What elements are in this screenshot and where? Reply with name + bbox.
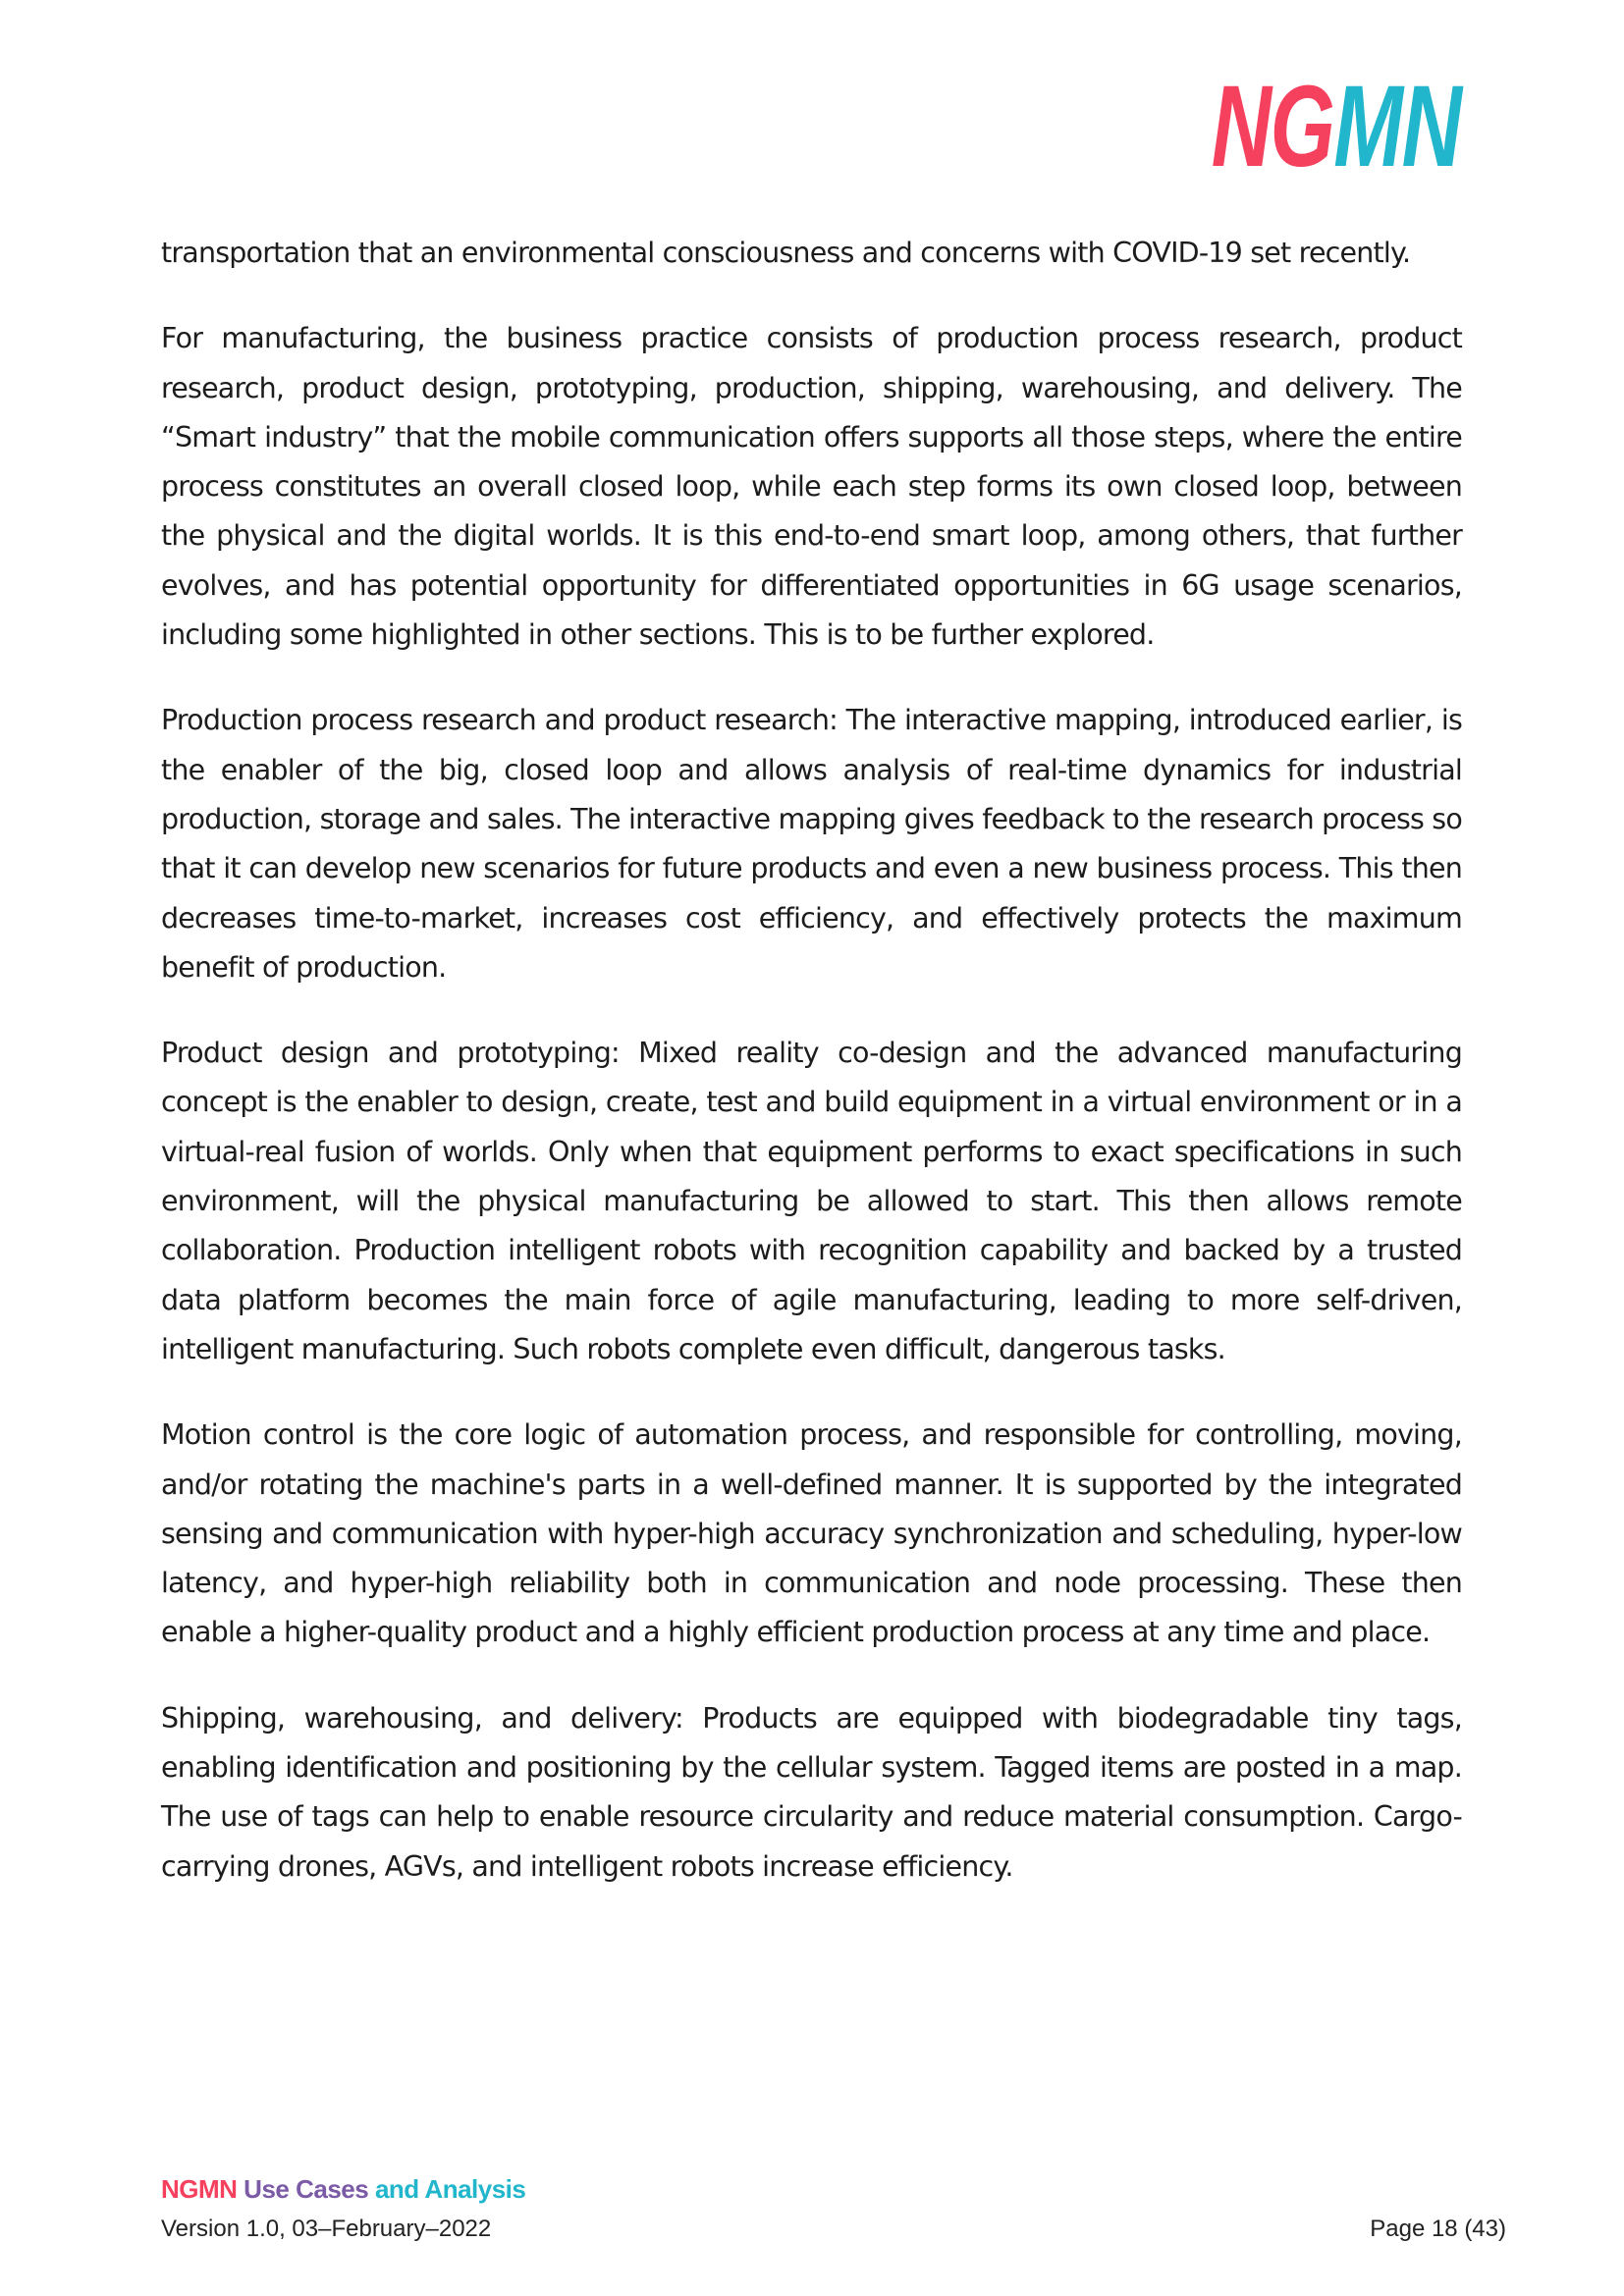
logo-part-mn: MN [1333,62,1461,191]
page-number: Page 18 (43) [1370,2216,1506,2242]
paragraph-manufacturing: For manufacturing, the business practice consists of production process research, product research, product design, prototyping, production, shipping, warehousing, and delivery. The “Smart industry” that the mobile communication offers supports all those steps, where the entire process constitutes an overall closed loop, while each step forms its own closed loop, between the physical and the digital worlds. It is this end-to-end smart loop, among others, that further evolves, and has potential opportunity for differentiated opportunities in 6G usage scenarios, including some highlighted in other sections. This is to be further explored. [161,322,1462,652]
footer-version: Version 1.0, 03–February–2022 [161,2216,492,2242]
document-body [161,229,1462,1928]
footer-title-use-cases: Use Cases [244,2174,375,2204]
paragraph-production-research: Production process research and product research: The interactive mapping, introduced earlier, is the enabler of the big, closed loop and allows analysis of real-time dynamics for industrial production, storage and sales. The interactive mapping gives feedback to the research process so that it can develop new scenarios for future products and even a new business process. This then decreases time-to-market, increases cost efficiency, and effectively protects the maximum benefit of production. [161,704,1462,984]
paragraph-product-design: Product design and prototyping: Mixed reality co-design and the advanced manufacturing concept is the enabler to design, create, test and build equipment in a virtual environment or in a virtual-real fusion of worlds. Only when that equipment performs to exact specifications in such environment, will the physical manufacturing be allowed to start. This then allows remote collaboration. Production intelligent robots with recognition capability and backed by a trusted data platform becomes the main force of agile manufacturing, leading to more self-driven, intelligent manufacturing. Such robots complete even difficult, dangerous tasks. [161,1037,1462,1365]
paragraph-shipping: Shipping, warehousing, and delivery: Products are equipped with biodegradable tiny tags, enabling identification and positioning by the cellular system. Tagged items are posted in a map. The use of tags can help to enable resource circularity and reduce material consumption. Cargo-carrying drones, AGVs, and intelligent robots increase efficiency. [161,1701,1462,1883]
paragraph-motion-control: Motion control is the core logic of automation process, and responsible for controlling, moving, and/or rotating the machine's parts in a well-defined manner. It is supported by the integrated sensing and communication with hyper-high accuracy synchronization and scheduling, hyper-low latency, and hyper-high reliability both in communication and node processing. These then enable a higher-quality product and a highly efficient production process at any time and place. [161,1418,1462,1649]
paragraph-continuation: transportation that an environmental consciousness and concerns with COVID-19 set recently. [161,237,1411,269]
footer-title-analysis: and Analysis [374,2174,526,2204]
footer-document-title [161,2174,525,2205]
footer-title-ngmn: NGMN [161,2174,244,2204]
logo-part-ng: NG [1212,62,1334,191]
ngmn-logo [1212,62,1461,191]
